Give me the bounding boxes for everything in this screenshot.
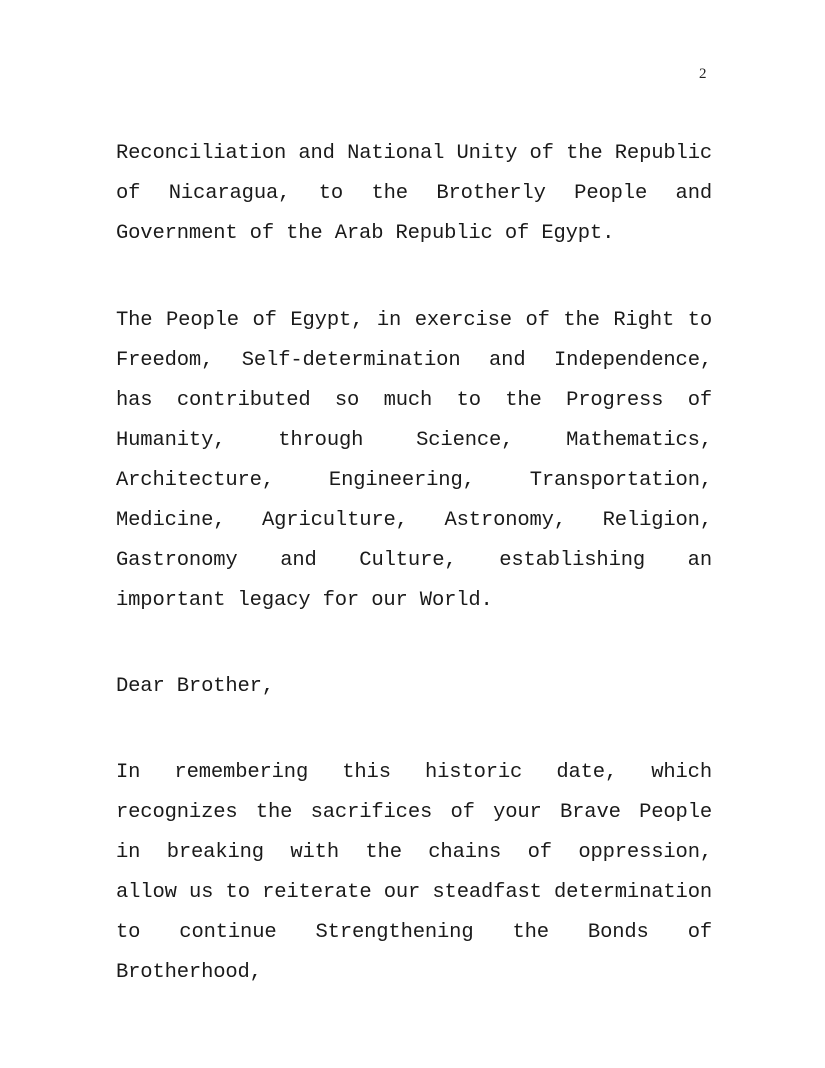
text-line: allow us to reiterate our steadfast determination (116, 881, 712, 904)
paragraph-people-of-egypt (116, 301, 712, 621)
paragraph-remembering (116, 753, 712, 984)
text-line: Gastronomy and Culture, establishing an (116, 549, 712, 572)
text-line: In remembering this historic date, which (116, 761, 712, 784)
text-line: of Nicaragua, to the Brotherly People and (116, 182, 712, 205)
text-line: Freedom, Self-determination and Independence, (116, 349, 712, 372)
paragraph-reconciliation (116, 134, 712, 254)
text-line: Humanity, through Science, Mathematics, (116, 429, 712, 452)
text-line: has contributed so much to the Progress of (116, 389, 712, 412)
page-number: 2 (699, 66, 707, 82)
text-line: important legacy for our World. (116, 589, 493, 612)
text-line: The People of Egypt, in exercise of the Right to (116, 309, 712, 332)
text-line: to continue Strengthening the Bonds of Brotherhood, (116, 921, 712, 984)
text-line: recognizes the sacrifices of your Brave People (116, 801, 712, 824)
text-line: Architecture, Engineering, Transportation, (116, 469, 712, 492)
text-line: Medicine, Agriculture, Astronomy, Religion, (116, 509, 712, 532)
text-line: Reconciliation and National Unity of the Republic (116, 142, 712, 165)
salutation-line: Dear Brother, (116, 675, 274, 698)
text-line: Government of the Arab Republic of Egypt. (116, 222, 615, 245)
text-line: in breaking with the chains of oppression, (116, 841, 712, 864)
salutation (116, 667, 712, 707)
